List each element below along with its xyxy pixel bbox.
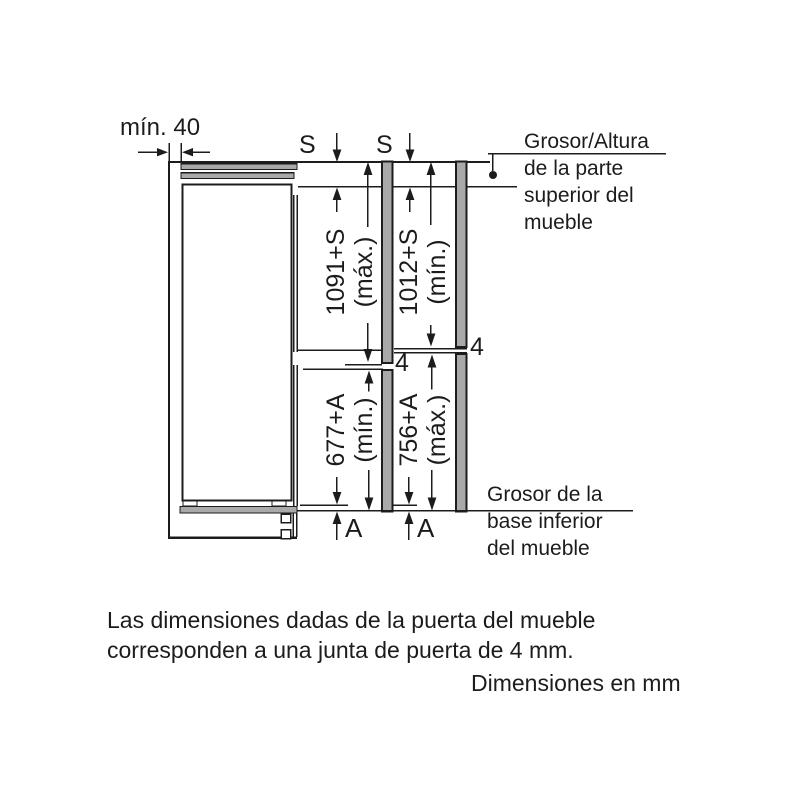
- dimension-value: 1091+S: [322, 228, 350, 316]
- dimension-value: 1012+S: [395, 228, 423, 316]
- dimension-qualifier: (máx.): [350, 236, 378, 308]
- lower-left-dimension-label: [322, 330, 378, 530]
- top-panel-annotation: [524, 128, 649, 236]
- a-label-left: A: [345, 513, 363, 543]
- min-clearance-label: mín. 40: [120, 114, 201, 141]
- dimension-value: 756+A: [395, 393, 423, 467]
- annotation-line: base inferior: [487, 510, 603, 533]
- units-note: Dimensiones en mm: [471, 670, 681, 696]
- annotation-line: del mueble: [487, 537, 590, 560]
- annotation-line: Grosor/Altura: [524, 130, 649, 153]
- dimension-qualifier: (máx.): [423, 394, 451, 466]
- dimension-qualifier: (mín.): [423, 239, 451, 305]
- dimension-value: 677+A: [322, 393, 350, 467]
- annotation-line: superior del: [524, 184, 634, 207]
- annotation-line: Grosor de la: [487, 483, 603, 506]
- door-panel-left: [382, 162, 393, 512]
- footnote-line-1: Las dimensiones dadas de la puerta del mueble: [107, 607, 596, 633]
- annotation-line: de la parte: [524, 157, 624, 180]
- footnote-line-2: corresponden a una junta de puerta de 4 mm.: [107, 637, 574, 663]
- joint-gap-label-left: 4: [395, 349, 409, 377]
- dimension-qualifier: (mín.): [350, 397, 378, 463]
- s-label-right: S: [376, 131, 393, 159]
- door-panel-right: [456, 162, 467, 512]
- min40-arrows: [138, 148, 210, 156]
- base-panel-annotation: [487, 481, 603, 562]
- top-panel-strips: [181, 164, 297, 179]
- annotation-line: mueble: [524, 211, 593, 234]
- s-label-left: S: [299, 131, 316, 159]
- joint-gap-label-right: 4: [470, 333, 484, 361]
- a-label-right: A: [417, 513, 435, 543]
- fridge-body: [180, 185, 298, 539]
